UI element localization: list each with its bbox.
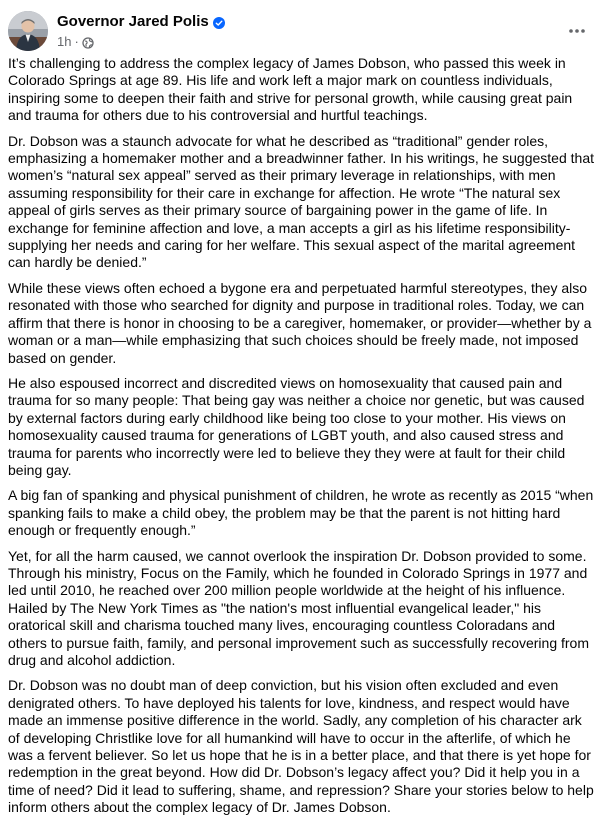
post-header bbox=[8, 11, 595, 51]
post-paragraph: While these views often echoed a bygone era and perpetuated harmful stereotypes, they also resonated with those who searched for dignity and purpose in traditional roles. Today, we can affirm that there is honor in choosing to be a caregiver, homemaker, or provider—whether by a woman or a man—while emphasizing that such choices should be freely made, not imposed based on gender. bbox=[8, 279, 592, 366]
author-line bbox=[57, 12, 225, 31]
globe-icon[interactable] bbox=[82, 36, 94, 48]
avatar-photo-icon bbox=[8, 11, 48, 51]
verified-badge-icon bbox=[213, 16, 225, 28]
post-paragraph: Yet, for all the harm caused, we cannot overlook the inspiration Dr. Dobson provided to some. Through his ministry, Focus on the Family, which he founded in Colorado Springs in 1977 and led until 2010, he reached over 200 million people worldwide at the height of his influence. Hailed by The New York Times as "the nation's most influential evangelical leader," his oratorical skill and charisma touched many lives, encouraging countless Coloradans and others to pursue faith, family, and personal improvement such as successfully recovering from drug and alcohol addiction. bbox=[8, 547, 589, 668]
post-body bbox=[8, 55, 596, 825]
post-timestamp[interactable]: 1h bbox=[57, 34, 72, 49]
more-options-icon bbox=[568, 28, 586, 34]
author-block bbox=[57, 12, 225, 50]
post-paragraph: He also espoused incorrect and discredited views on homosexuality that caused pain and trauma for so many people: That being gay was neither a choice nor genetic, but was caused by external factors during early childhood like being too close to your mother. His views on homosexuality caused trauma for generations of LGBT youth, and also caused stress and trauma for parents who incorrectly were led to believe they they were at fault for their child being gay. bbox=[8, 374, 585, 478]
post-paragraph: Dr. Dobson was a staunch advocate for what he described as “traditional” gender roles, emphasizing a homemaker mother and a breadwinner father. In his writings, he suggested that women’s “natural sex appeal” served as their primary leverage in relationships, with men assuming responsibility for their care in exchange for affection. He wrote “The natural sex appeal of girls serves as their primary source of bargaining power in the game of life. In exchange for feminine affection and love, a man accepts a girl as his lifetime responsibility-supplying her needs and caring for her welfare. This sexual aspect of the marital agreement can hardly be denied.” bbox=[8, 132, 594, 271]
meta-separator: · bbox=[74, 34, 79, 49]
post-paragraph: A big fan of spanking and physical punishment of children, he wrote as recently as 2015 “when spanking fails to make a child obey, the problem may be that the parent is not hitting hard enough or frequently enough.” bbox=[8, 487, 594, 539]
post-paragraph: Dr. Dobson was no doubt man of deep conviction, but his vision often excluded and even denigrated others. To have deployed his talents for love, kindness, and respect would have made an immense positive difference in the world. Sadly, any completion of his character ark of developing Christlike love for all humankind will have to occur in the afterlife, of which he was a fervent believer. So let us hope that he is in a better place, and that there is yet hope for redemption in the great beyond. How did Dr. Dobson’s legacy affect you? Did it help you in a time of need? Did it lead to suffering, shame, and repression? Share your stories below to help inform others about the complex legacy of Dr. James Dobson. bbox=[8, 677, 594, 816]
author-avatar[interactable] bbox=[8, 11, 48, 51]
author-name[interactable]: Governor Jared Polis bbox=[57, 13, 209, 30]
post-meta bbox=[57, 33, 225, 50]
more-options-button[interactable] bbox=[563, 17, 591, 45]
post-paragraph: It’s challenging to address the complex legacy of James Dobson, who passed this week in Colorado Springs at age 89. His life and work left a major mark on countless individuals, inspiring some to deepen their faith and strive for personal growth, while causing great pain and trauma for others due to his controversial and hurtful teachings. bbox=[8, 55, 573, 124]
